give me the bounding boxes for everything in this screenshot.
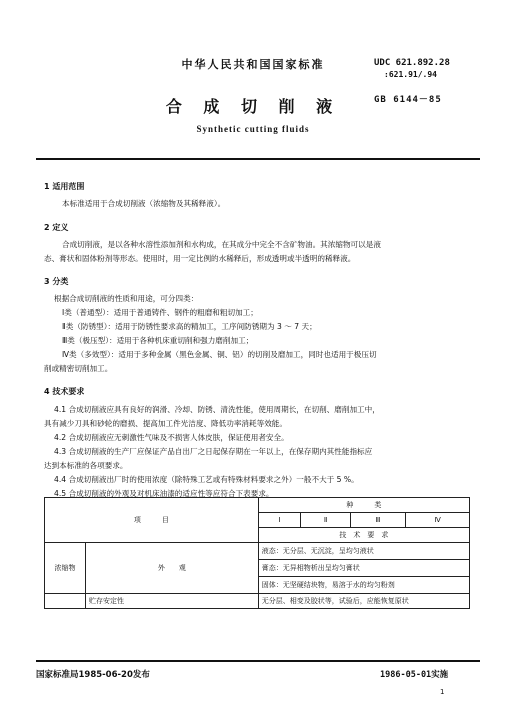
section-1-text: 本标准适用于合成切削液（浓缩物及其稀释液）。 <box>62 199 226 208</box>
concentrate-label: 浓缩物 <box>45 543 86 594</box>
udc-code-cont: :621.91/.94 <box>384 70 437 79</box>
kind-2: Ⅱ <box>301 513 350 528</box>
appearance-label: 外 观 <box>86 543 259 594</box>
page-number: 1 <box>440 688 445 696</box>
title-english: Synthetic cutting fluids <box>196 124 310 134</box>
req-4-5: 4.5 合成切削液的外观及对机床油漆的适应性等应符合下表要求。 <box>54 489 274 498</box>
section-2-text-2: 态、膏状和固体粉剂等形态。使用时，用一定比例的水稀释后，形成透明或半透明的稀释液。 <box>44 254 356 263</box>
requirements-table <box>44 497 470 609</box>
standard-name: 中华人民共和国国家标准 <box>181 58 325 71</box>
class-2: Ⅱ类（防锈型）：适用于防锈性要求高的精加工，工序间防锈期为 3 ～ 7 天； <box>62 322 317 331</box>
class-4-cont: 削或精密切削加工。 <box>44 364 113 373</box>
storage-label: 贮存安定性 <box>86 594 259 609</box>
req-4-3: 4.3 合成切削液的生产厂应保证产品自出厂之日起保存期在一年以上，在保存期内其性能指标应 <box>54 447 373 456</box>
liquid-req: 液态：无分层、无沉淀，呈均匀液状 <box>258 543 469 560</box>
req-4-2: 4.2 合成切削液应无刺激性气味及不损害人体皮肤，保证使用者安全。 <box>54 433 289 442</box>
header-rule <box>36 158 480 160</box>
header-item: 项 目 <box>45 498 259 543</box>
solid-req: 固体：无坚硬结块物，易溶于水的均匀粉剂 <box>258 577 469 594</box>
effective-date: 1986-05-01实施 <box>380 670 449 680</box>
paste-req: 膏态：无异相物析出呈均匀膏状 <box>258 560 469 577</box>
kind-3: Ⅲ <box>350 513 406 528</box>
section-1-title: 1 适用范围 <box>44 182 85 191</box>
section-2-text-1: 合成切削液，是以各种水溶性添加剂和水构成，在其成分中完全不含矿物油。其浓缩物可以是液 <box>62 240 381 249</box>
kind-4: Ⅳ <box>406 513 470 528</box>
storage-blank <box>45 594 86 609</box>
class-3: Ⅲ类（极压型）：适用于各种机床重切削和强力磨削加工； <box>62 336 254 345</box>
class-4: Ⅳ类（多效型）：适用于多种金属（黑色金属、铜、铝）的切削及磨加工，同时也适用于极压切 <box>62 350 377 359</box>
class-1: Ⅰ类（普通型）：适用于普通铸件、钢件的粗磨和粗切加工； <box>62 308 258 317</box>
udc-code: UDC 621.892.28 <box>374 58 450 68</box>
issue-date: 国家标准局1985-06-20发布 <box>36 670 150 680</box>
section-4-title: 4 技术要求 <box>44 387 85 396</box>
footer-rule <box>36 660 480 662</box>
section-3-title: 3 分类 <box>44 277 69 286</box>
section-3-intro: 根据合成切削液的性质和用途，可分四类： <box>54 294 199 303</box>
req-4-1: 4.1 合成切削液应具有良好的润滑、冷却、防锈、清洗性能，使用周期长，在切削、磨削加工中， <box>54 405 380 414</box>
req-4-3-cont: 达到本标准的各项要求。 <box>44 461 128 470</box>
tech-req-header: 技 术 要 求 <box>258 528 469 543</box>
header-kind: 种 类 <box>258 498 469 513</box>
storage-req: 无分层、相变及胶状等，试验后，应能恢复原状 <box>258 594 469 609</box>
title-chinese: 合 成 切 削 液 <box>165 97 341 116</box>
section-2-title: 2 定义 <box>44 223 69 232</box>
kind-1: Ⅰ <box>258 513 301 528</box>
req-4-1-cont: 具有减少刀具和砂轮的磨损、提高加工件光洁度、降低功率消耗等效能。 <box>44 419 287 428</box>
gb-code: GB 6144－85 <box>374 95 442 105</box>
req-4-4: 4.4 合成切削液出厂时的使用浓度（除特殊工艺或有特殊材料要求之外）一般不大于 5 %。 <box>54 475 359 484</box>
